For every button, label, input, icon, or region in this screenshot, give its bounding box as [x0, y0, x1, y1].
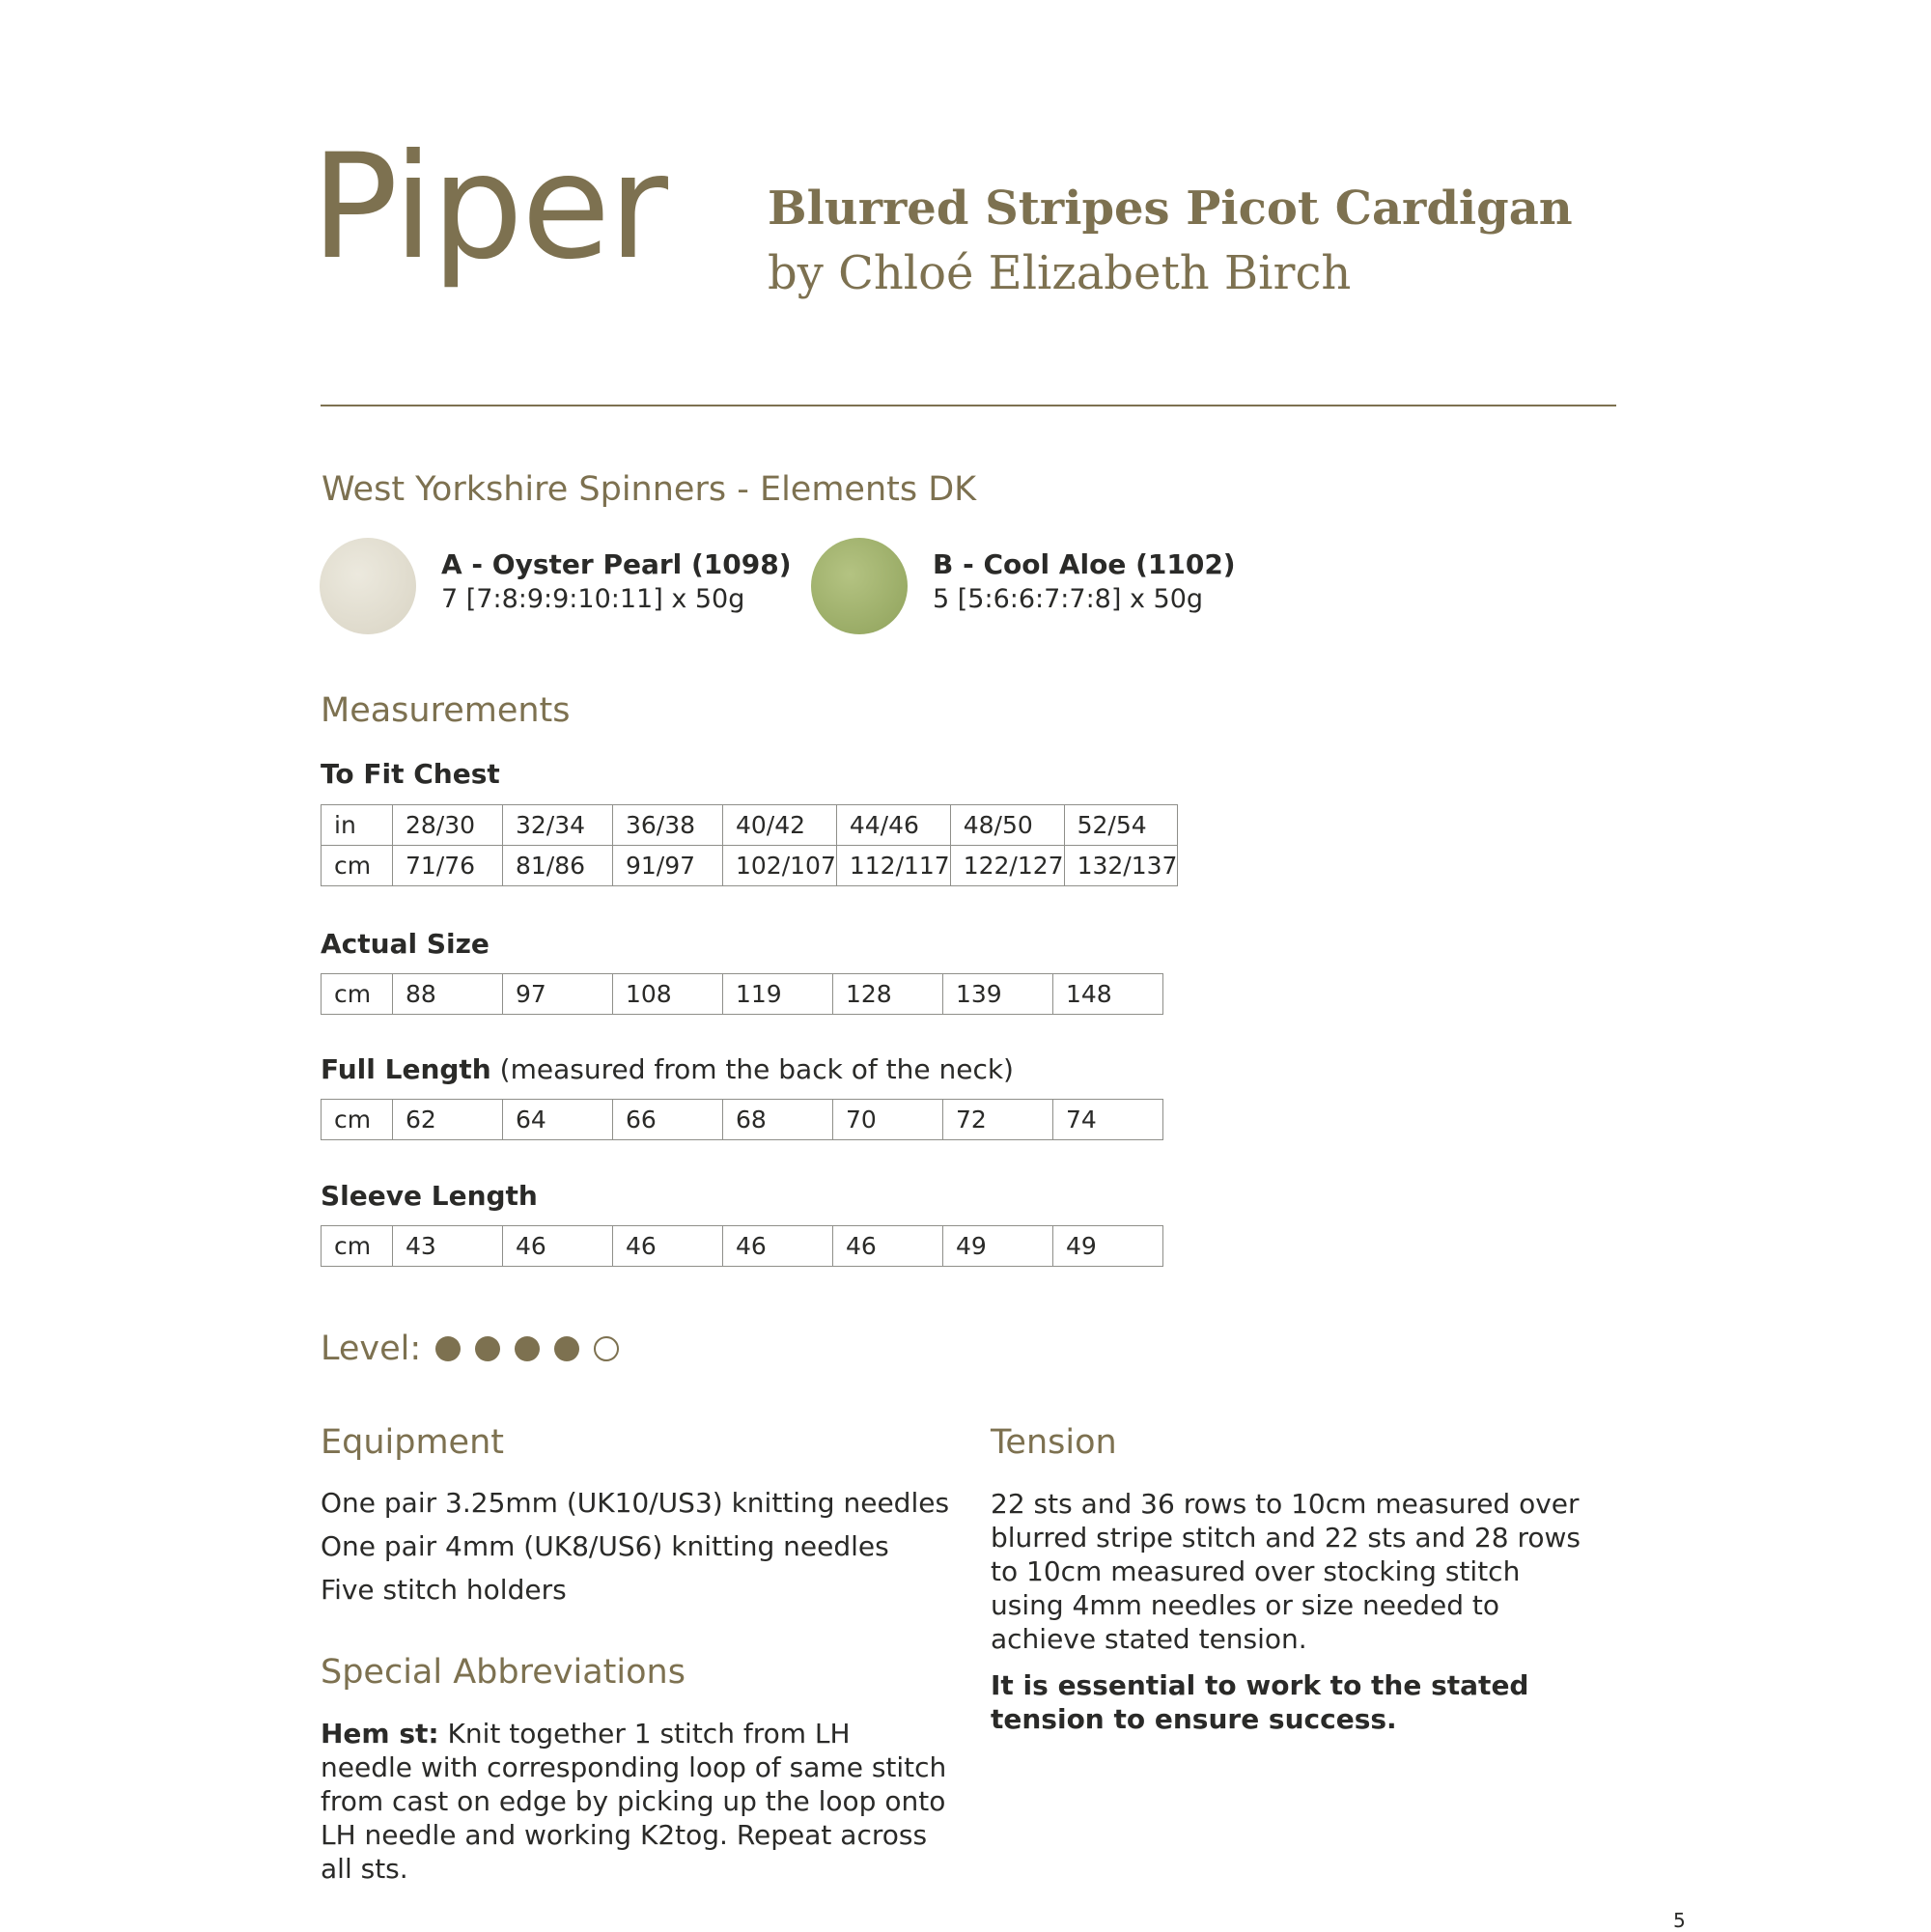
size-cell: 91/97	[613, 846, 723, 886]
unit-cell: cm	[322, 846, 393, 886]
size-cell: 46	[723, 1226, 833, 1267]
size-cell: 44/46	[836, 805, 950, 846]
measurements-heading: Measurements	[321, 691, 571, 730]
sleeve-length-label: Sleeve Length	[321, 1180, 538, 1212]
table-row	[322, 805, 1178, 846]
size-cell: 132/137	[1064, 846, 1178, 886]
size-cell: 40/42	[723, 805, 837, 846]
full-length-table	[321, 1099, 1163, 1140]
equipment-item: One pair 4mm (UK8/US6) knitting needles	[321, 1530, 889, 1562]
size-cell: 108	[613, 974, 723, 1015]
size-cell: 81/86	[503, 846, 613, 886]
size-cell: 49	[1053, 1226, 1163, 1267]
size-cell: 62	[393, 1100, 503, 1140]
full-length-label: Full Length	[321, 1053, 491, 1085]
size-cell: 66	[613, 1100, 723, 1140]
tension-note: It is essential to work to the stated tension to ensure success.	[991, 1669, 1529, 1735]
size-cell: 119	[723, 974, 833, 1015]
yarn-swatch-a	[320, 538, 416, 634]
table-row	[322, 1226, 1163, 1267]
level-dot-filled-icon	[435, 1336, 461, 1361]
full-length-label-line	[321, 1053, 1014, 1085]
table-row	[322, 1100, 1163, 1140]
equipment-heading: Equipment	[321, 1423, 504, 1462]
abbreviations-heading: Special Abbreviations	[321, 1653, 686, 1692]
level-dot-empty-icon	[594, 1336, 619, 1361]
yarn-b-quantity: 5 [5:6:6:7:7:8] x 50g	[933, 584, 1204, 614]
level-label: Level:	[321, 1330, 422, 1368]
size-cell: 64	[503, 1100, 613, 1140]
yarn-heading: West Yorkshire Spinners - Elements DK	[322, 470, 977, 509]
full-length-note: (measured from the back of the neck)	[499, 1053, 1014, 1085]
pattern-subtitle: Blurred Stripes Picot Cardigan	[768, 182, 1573, 236]
size-cell: 139	[943, 974, 1053, 1015]
size-cell: 128	[833, 974, 943, 1015]
actual-size-table	[321, 973, 1163, 1015]
yarn-b-name: B - Cool Aloe (1102)	[933, 548, 1236, 580]
size-cell: 74	[1053, 1100, 1163, 1140]
size-cell: 46	[833, 1226, 943, 1267]
table-row	[322, 846, 1178, 886]
equipment-item: Five stitch holders	[321, 1574, 567, 1606]
size-cell: 68	[723, 1100, 833, 1140]
equipment-item: One pair 3.25mm (UK10/US3) knitting needles	[321, 1487, 950, 1519]
to-fit-chest-table	[321, 804, 1178, 886]
size-cell: 32/34	[503, 805, 613, 846]
yarn-a-quantity: 7 [7:8:9:9:10:11] x 50g	[441, 584, 745, 614]
size-cell: 71/76	[393, 846, 503, 886]
size-cell: 49	[943, 1226, 1053, 1267]
size-cell: 36/38	[613, 805, 723, 846]
to-fit-chest-label: To Fit Chest	[321, 758, 500, 790]
page-number: 5	[1673, 1909, 1686, 1932]
size-cell: 28/30	[393, 805, 503, 846]
actual-size-label: Actual Size	[321, 928, 490, 960]
size-cell: 48/50	[950, 805, 1064, 846]
size-cell: 88	[393, 974, 503, 1015]
level-rating	[435, 1339, 633, 1358]
yarn-a-name: A - Oyster Pearl (1098)	[441, 548, 792, 580]
level-dot-filled-icon	[515, 1336, 540, 1361]
table-row	[322, 974, 1163, 1015]
size-cell: 72	[943, 1100, 1053, 1140]
page-title: Piper	[311, 124, 667, 292]
size-cell: 112/117	[836, 846, 950, 886]
size-cell: 43	[393, 1226, 503, 1267]
size-cell: 52/54	[1064, 805, 1178, 846]
size-cell: 70	[833, 1100, 943, 1140]
tension-text: 22 sts and 36 rows to 10cm measured over blurred stripe stitch and 22 sts and 28 rows to 10cm measured over stocking stitch using 4mm needles or size needed to achieve stated tension.	[991, 1488, 1581, 1655]
size-cell: 46	[503, 1226, 613, 1267]
header-divider	[321, 405, 1616, 406]
designer-byline: by Chloé Elizabeth Birch	[768, 246, 1352, 300]
level-row	[321, 1330, 633, 1368]
sleeve-length-table	[321, 1225, 1163, 1267]
unit-cell: cm	[322, 1100, 393, 1140]
abbreviation-term: Hem st:	[321, 1718, 439, 1750]
size-cell: 122/127	[950, 846, 1064, 886]
level-dot-filled-icon	[554, 1336, 579, 1361]
abbreviation-definition: Knit together 1 stitch from LH needle with corresponding loop of same stitch from cast on edge by picking up the loop onto LH needle and working K2tog. Repeat across all sts.	[321, 1718, 947, 1885]
level-dot-filled-icon	[475, 1336, 500, 1361]
yarn-swatch-b	[811, 538, 908, 634]
equipment-list	[321, 1487, 949, 1617]
size-cell: 46	[613, 1226, 723, 1267]
size-cell: 97	[503, 974, 613, 1015]
abbreviation-entry	[321, 1717, 948, 1886]
unit-cell: cm	[322, 1226, 393, 1267]
tension-heading: Tension	[991, 1423, 1117, 1462]
size-cell: 148	[1053, 974, 1163, 1015]
unit-cell: in	[322, 805, 393, 846]
unit-cell: cm	[322, 974, 393, 1015]
size-cell: 102/107	[723, 846, 837, 886]
